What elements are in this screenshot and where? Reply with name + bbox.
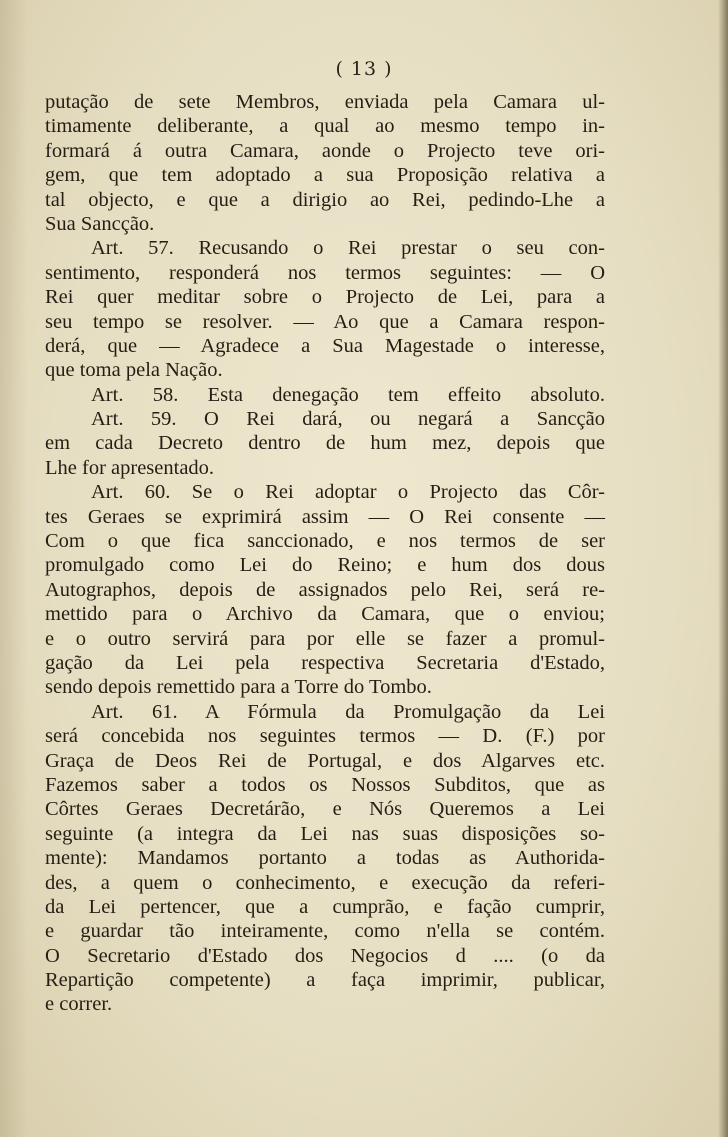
text-line: Art. 59. O Rei dará, ou negará a Sancção: [91, 408, 605, 431]
text-line: e guardar tão inteiramente, como n'ella se contém.: [45, 920, 605, 943]
text-line: Rei quer meditar sobre o Projecto de Lei, para a: [45, 286, 605, 309]
text-line: Com o que fica sanccionado, e nos termos de ser: [45, 530, 605, 553]
body-text: [45, 90, 605, 1017]
text-line: derá, que — Agradece a Sua Magestade o interesse,: [45, 334, 605, 357]
text-line: promulgado como Lei do Reino; e hum dos dous: [45, 554, 605, 577]
text-line: que toma pela Nação.: [45, 359, 223, 382]
text-line: mettido para o Archivo da Camara, que o enviou;: [45, 603, 605, 626]
text-line: seguinte (a integra da Lei nas suas disposições so-: [45, 822, 605, 845]
text-line: Autographos, depois de assignados pelo Rei, será re-: [45, 578, 605, 601]
text-line: Sua Sancção.: [45, 212, 155, 235]
text-line: des, a quem o conhecimento, e execução da referi-: [45, 871, 605, 894]
text-line: Graça de Deos Rei de Portugal, e dos Algarves etc.: [45, 749, 605, 772]
text-line: seu tempo se resolver. — Ao que a Camara respon-: [45, 310, 605, 333]
spine-shadow: [0, 0, 28, 1137]
text-line: Lhe for apresentado.: [45, 456, 215, 479]
text-line: Repartição competente) a faça imprimir, publicar,: [45, 969, 605, 992]
text-line: Fazemos saber a todos os Nossos Subditos, que as: [45, 773, 605, 796]
text-line: Art. 57. Recusando o Rei prestar o seu con-: [91, 237, 605, 260]
text-line: tes Geraes se exprimirá assim — O Rei consente —: [45, 505, 605, 528]
text-line: O Secretario d'Estado dos Negocios d .... (o da: [45, 944, 605, 967]
text-line: e o outro servirá para por elle se fazer a promul-: [45, 627, 605, 650]
text-line: putação de sete Membros, enviada pela Camara ul-: [45, 91, 605, 113]
text-line: Art. 60. Se o Rei adoptar o Projecto das Côr-: [91, 481, 605, 504]
page-number: ( 13 ): [335, 58, 393, 80]
text-line: sentimento, responderá nos termos seguintes: — O: [45, 261, 605, 284]
text-line: timamente deliberante, a qual ao mesmo tempo in-: [45, 115, 605, 138]
text-line: gação da Lei pela respectiva Secretaria d'Estado,: [45, 651, 605, 674]
text-line: e correr.: [45, 993, 113, 1016]
text-line: formará á outra Camara, aonde o Projecto teve ori-: [45, 139, 605, 162]
text-line: tal objecto, e que a dirigio ao Rei, pedindo-Lhe a: [45, 188, 605, 211]
text-line: Art. 58. Esta denegação tem effeito absoluto.: [91, 383, 605, 406]
text-line: será concebida nos seguintes termos — D. (F.) por: [45, 725, 605, 748]
text-line: da Lei pertencer, que a cumprão, e fação cumprir,: [45, 895, 605, 918]
text-line: mente): Mandamos portanto a todas as Authorida-: [45, 847, 605, 870]
text-line: gem, que tem adoptado a sua Proposição relativa a: [45, 164, 605, 187]
text-line: Art. 61. A Fórmula da Promulgação da Lei: [91, 700, 605, 723]
page-edge-shadow: [718, 0, 728, 1137]
text-line: sendo depois remettido para a Torre do Tombo.: [45, 676, 432, 699]
text-line: Côrtes Geraes Decretárão, e Nós Queremos a Lei: [45, 798, 605, 821]
text-line: em cada Decreto dentro de hum mez, depois que: [45, 432, 605, 455]
